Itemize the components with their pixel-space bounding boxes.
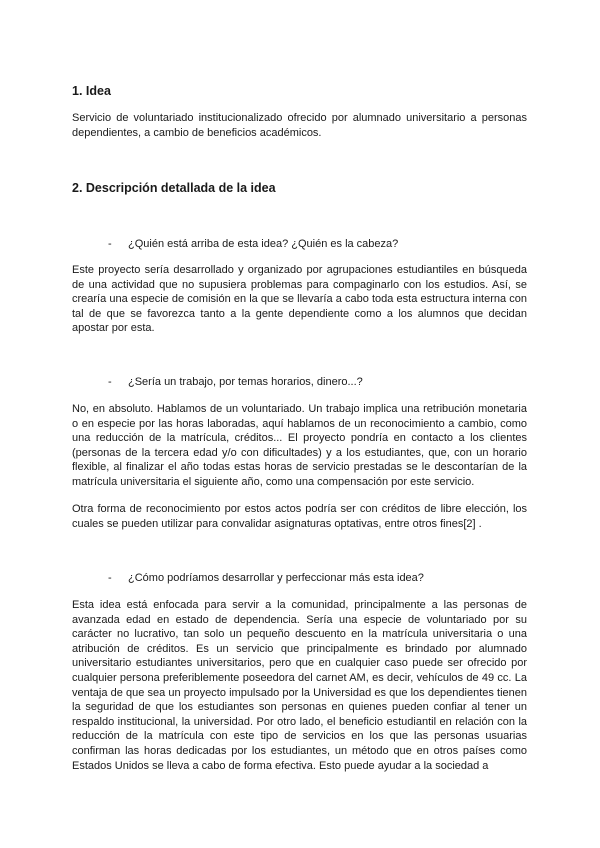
answer-2b-paragraph: Otra forma de reconocimiento por estos actos podría ser con créditos de libre elección, los cuales se pueden utilizar para convalidar asignaturas optativas, entre otros fines[2] . <box>72 503 527 530</box>
answer-3-paragraph: Esta idea está enfocada para servir a la comunidad, principalmente a las personas de avanzada edad en estado de dependencia. Sería una especie de voluntariado por su carácter no lucrativo, tan solo un pequeño descuento en la matrícula universitaria o una atribución de créditos. Es un servicio que principalmente es brindado por alumnado universitario estudiantes universitarios, pero que en cualquier caso puede ser ofrecido por cualquier persona preferiblemente poseedora del carnet AM, es decir, vehículos de 49 cc. La ventaja de que sea un proyecto impulsado por la Universidad es que los dependientes tienen la seguridad de que los estudiantes son personas en quienes pueden confiar al tener un respaldo institucional, la universidad. Por otro lado, el beneficio estudiantil en relación con la reducción de la matrícula con este tipo de servicios en los que las personas usuarias confirman las horas dedicadas por los estudiantes, un método que en otros países como Estados Unidos se lleva a cabo de forma efectiva. Esto puede ayudar a la sociedad a <box>72 599 527 772</box>
answer-1-paragraph: Este proyecto sería desarrollado y organizado por agrupaciones estudiantiles en búsqueda de una actividad que no supusiera problemas para compaginarlo con los estudios. Así, se crearía una especie de comisión en la que se llevaría a cabo toda esta estructura interna con tal de que se favorezca tanto a la gente dependiente como a los alumnos que decidan apostar por esta. <box>72 264 527 335</box>
idea-paragraph: Servicio de voluntariado institucionalizado ofrecido por alumnado universitario a personas dependientes, a cambio de beneficios académicos. <box>72 112 527 139</box>
question-2 <box>108 376 363 388</box>
bullet-dash: - <box>108 238 112 250</box>
question-1 <box>108 238 398 250</box>
question-1-text: ¿Quién está arriba de esta idea? ¿Quién es la cabeza? <box>128 238 399 250</box>
bullet-dash: - <box>108 572 112 584</box>
answer-2-paragraph: No, en absoluto. Hablamos de un voluntariado. Un trabajo implica una retribución monetaria o en especie por las horas laboradas, aquí hablamos de un reconocimiento a cambio, como una reducción de la matrícula, créditos... El proyecto pondría en contacto a los clientes (personas de la tercera edad y/o con dificultades) y a los estudiantes, que, con un horario flexible, al finalizar el año todas estas horas de servicio prestadas se le descontarían de la matrícula universitaria el siguiente año, como una compensación por este servicio. <box>72 403 527 488</box>
bullet-dash: - <box>108 376 112 388</box>
question-3 <box>108 572 424 584</box>
section-heading-description: 2. Descripción detallada de la idea <box>72 181 276 195</box>
section-heading-idea: 1. Idea <box>72 84 111 98</box>
question-2-text: ¿Sería un trabajo, por temas horarios, dinero...? <box>128 376 363 388</box>
question-3-text: ¿Cómo podríamos desarrollar y perfeccionar más esta idea? <box>128 572 424 584</box>
